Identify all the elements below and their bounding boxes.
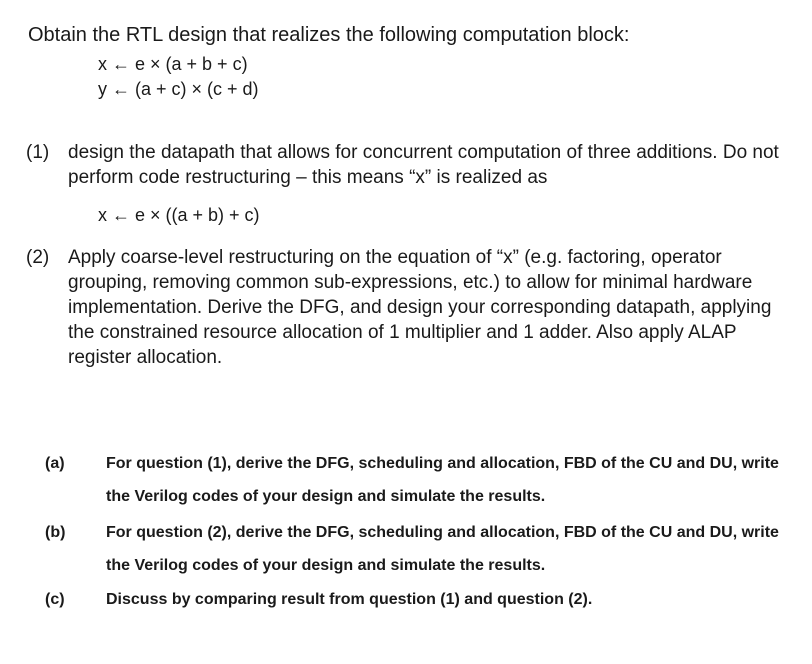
question-1-equation: x ← e × ((a + b) + c) [98,205,260,225]
subpart-a-line-2: the Verilog codes of your design and simulate the results. [106,488,546,505]
subpart-b-label: (b) [45,524,66,541]
intro-text: Obtain the RTL design that realizes the following computation block: [28,24,630,46]
subpart-c-line-1: Discuss by comparing result from question (1) and question (2). [106,591,593,608]
equation-x: x ← e × (a + b + c) [98,54,248,74]
subpart-c-label: (c) [45,591,65,608]
question-1-number: (1) [26,142,50,163]
question-2-text: Apply coarse-level restructuring on the equation of “x” (e.g. factoring, operator grouping, removing common sub-expressions, etc.) to allow for minimal hardware implementation. Derive the DFG, and design your corresponding datapath, applying the constrained resource allocation of 1 multiplier and 1 adder. Also apply ALAP register allocation. [68,247,772,368]
equation-y: y ← (a + c) × (c + d) [98,79,259,99]
subpart-b-line-2: the Verilog codes of your design and simulate the results. [106,557,546,574]
subpart-a-label: (a) [45,455,65,472]
question-1-text: design the datapath that allows for concurrent computation of three additions. Do not perform code restructuring – this means “x” is realized as [68,142,779,188]
question-2-number: (2) [26,247,50,268]
subpart-a-line-1: For question (1), derive the DFG, scheduling and allocation, FBD of the CU and DU, write [106,455,779,472]
subpart-b-line-1: For question (2), derive the DFG, scheduling and allocation, FBD of the CU and DU, write [106,524,779,541]
